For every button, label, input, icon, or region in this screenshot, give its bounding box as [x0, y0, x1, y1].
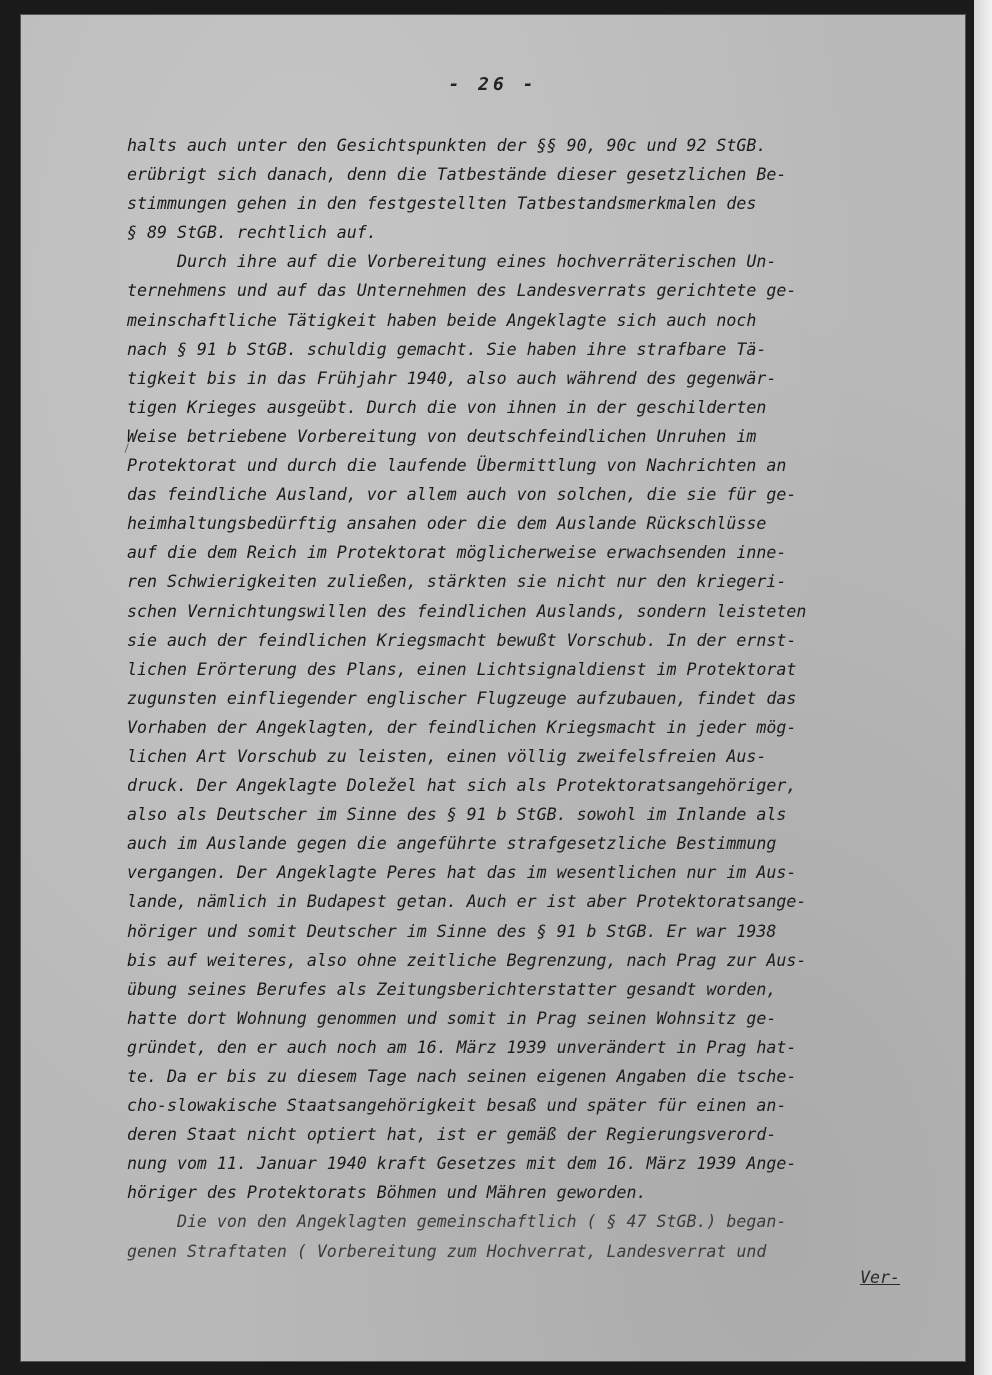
text-line: Vorhaben der Angeklagten, der feindlichen Kriegsmacht in jeder mög- [127, 717, 797, 737]
text-line: nung vom 11. Januar 1940 kraft Gesetzes mit dem 16. März 1939 Ange- [127, 1154, 797, 1174]
text-line: Durch ihre auf die Vorbereitung eines hochverräterischen Un- [127, 252, 777, 272]
text-line: Weise betriebene Vorbereitung von deutschfeindlichen Unruhen im [127, 426, 757, 446]
text-line: gründet, den er auch noch am 16. März 1939 unverändert in Prag hat- [127, 1037, 797, 1057]
text-line: sie auch der feindlichen Kriegsmacht bewußt Vorschub. In der ernst- [127, 630, 797, 650]
text-line: ren Schwierigkeiten zuließen, stärkten sie nicht nur den kriegeri- [127, 572, 787, 592]
text-line: lande, nämlich in Budapest getan. Auch er ist aber Protektoratsange- [127, 892, 807, 912]
text-line: auf die dem Reich im Protektorat möglicherweise erwachsenden inne- [127, 543, 787, 563]
text-line: ternehmens und auf das Unternehmen des Landesverrats gerichtete ge- [127, 281, 797, 301]
text-line: das feindliche Ausland, vor allem auch von solchen, die sie für ge- [127, 485, 797, 505]
text-line: hatte dort Wohnung genommen und somit in Prag seinen Wohnsitz ge- [127, 1008, 777, 1028]
text-line: Die von den Angeklagten gemeinschaftlich ( § 47 StGB.) began- [127, 1212, 787, 1232]
text-line: tigkeit bis in das Frühjahr 1940, also auch während des gegenwär- [127, 368, 777, 388]
text-line: deren Staat nicht optiert hat, ist er gemäß der Regierungsverord- [127, 1125, 777, 1145]
document-page [20, 14, 966, 1362]
text-line: stimmungen gehen in den festgestellten Tatbestandsmerkmalen des [127, 194, 757, 214]
text-line: druck. Der Angeklagte Doležel hat sich als Protektoratsangehöriger, [127, 776, 797, 796]
text-line: genen Straftaten ( Vorbereitung zum Hochverrat, Landesverrat und [127, 1241, 767, 1261]
text-line: zugunsten einfliegender englischer Flugzeuge aufzubauen, findet das [127, 688, 797, 708]
text-line: heimhaltungsbedürftig ansahen oder die dem Auslande Rückschlüsse [127, 514, 767, 534]
text-line: halts auch unter den Gesichtspunkten der §§ 90, 90c und 92 StGB. [127, 136, 767, 155]
text-line: nach § 91 b StGB. schuldig gemacht. Sie haben ihre strafbare Tä- [127, 339, 767, 359]
text-line: höriger des Protektorats Böhmen und Mähren geworden. [127, 1183, 647, 1203]
text-line: meinschaftliche Tätigkeit haben beide Angeklagte sich auch noch [127, 310, 757, 330]
catchword: Ver- [860, 1268, 900, 1287]
text-line: auch im Auslande gegen die angeführte strafgesetzliche Bestimmung [127, 834, 777, 854]
text-line: cho-slowakische Staatsangehörigkeit besaß und später für einen an- [127, 1096, 787, 1116]
text-line: also als Deutscher im Sinne des § 91 b StGB. sowohl im Inlande als [127, 805, 787, 825]
text-line: lichen Erörterung des Plans, einen Lichtsignaldienst im Protektorat [127, 659, 797, 679]
text-line: übung seines Berufes als Zeitungsberichterstatter gesandt worden, [127, 979, 777, 999]
text-line: bis auf weiteres, also ohne zeitliche Begrenzung, nach Prag zur Aus- [127, 950, 807, 970]
text-line: vergangen. Der Angeklagte Peres hat das im wesentlichen nur im Aus- [127, 863, 797, 883]
text-line: lichen Art Vorschub zu leisten, einen völlig zweifelsfreien Aus- [127, 746, 767, 766]
scan-edge [974, 0, 992, 1375]
page-number: - 26 - [448, 74, 538, 95]
text-line: schen Vernichtungswillen des feindlichen Auslands, sondern leisteten [127, 601, 807, 621]
text-line: tigen Krieges ausgeübt. Durch die von ihnen in der geschilderten [127, 397, 767, 417]
text-line: erübrigt sich danach, denn die Tatbestände dieser gesetzlichen Be- [127, 165, 787, 185]
text-line: § 89 StGB. rechtlich auf. [127, 223, 377, 243]
text-line: höriger und somit Deutscher im Sinne des § 91 b StGB. Er war 1938 [127, 921, 777, 941]
text-line: Protektorat und durch die laufende Übermittlung von Nachrichten an [127, 456, 787, 476]
body-text [127, 131, 937, 1266]
text-line: te. Da er bis zu diesem Tage nach seinen eigenen Angaben die tsche- [127, 1067, 797, 1086]
